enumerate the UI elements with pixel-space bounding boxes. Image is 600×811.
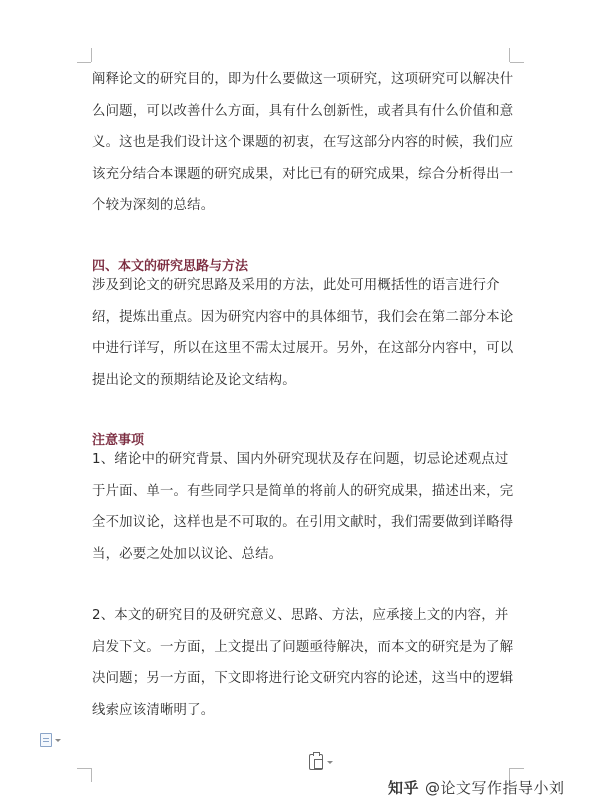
crop-mark-top-left-v [91,48,92,62]
crop-mark-bottom-left-h [77,768,91,769]
crop-mark-top-right-h [510,62,524,63]
watermark-author: @论文写作指导小刘 [425,779,565,797]
document-icon[interactable] [40,733,66,747]
zhihu-watermark [388,777,565,798]
section-heading-method: 四、本文的研究思路与方法 [92,259,249,274]
paragraph-research-method: 涉及到论文的研究思路及采用的方法，此处可用概括性的语言进行介绍，提炼出重点。因为研究内容中的具体细节，我们会在第二部分本论中进行详写，所以在这里不需太过展开。另外，在这部分内容中，可以提出论文的预期结论及论文结构。 [92,278,514,388]
note-item-1: 1、绪论中的研究背景、国内外研究现状及存在问题，切忌论述观点过于片面、单一。有些同学只是简单的将前人的研究成果，描述出来，完全不加议论，这样也是不可取的。在引用文献时，我们需要做到详略得当，必要之处加以议论、总结。 [92,452,514,562]
clipboard-paste-icon[interactable] [309,753,339,771]
zhihu-logo: 知乎 [388,779,420,797]
paragraph-research-purpose: 阐释论文的研究目的，即为什么要做这一项研究，这项研究可以解决什么问题，可以改善什么方面，具有什么创新性，或者具有什么价值和意义。这也是我们设计这个课题的初衷，在写这部分内容的时候，我们应该充分结合本课题的研究成果，对比已有的研究成果，综合分析得出一个较为深刻的总结。 [92,72,514,213]
document-sheet-icon [40,733,52,747]
crop-mark-bottom-right-h [510,768,524,769]
clipboard-icon [309,754,323,770]
chevron-down-icon [55,739,61,742]
note-item-2: 2、本文的研究目的及研究意义、思路、方法，应承接上文的内容，并启发下文。一方面，上文提出了问题亟待解决，而本文的研究是为了解决问题；另一方面，下文即将进行论文研究内容的论述，这当中的逻辑线索应该清晰明了。 [92,608,514,718]
crop-mark-bottom-left-v [91,768,92,782]
crop-mark-top-right-v [509,48,510,62]
crop-mark-top-left-h [77,62,91,63]
chevron-down-icon [327,761,333,764]
notes-heading: 注意事项 [92,433,145,448]
